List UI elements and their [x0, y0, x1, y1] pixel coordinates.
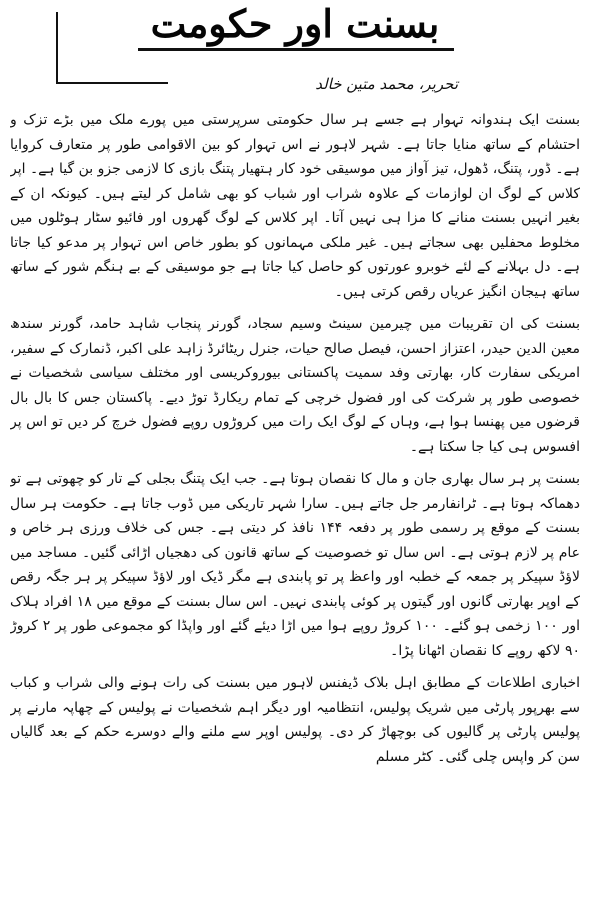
article-paragraph-2: بسنت کی ان تقریبات میں چیرمین سینٹ وسیم سجاد، گورنر پنجاب شاہد حامد، گورنر سندھ معین الدین حیدر، اعتزاز احسن، فیصل صالح حیات، جنرل ریٹائرڈ زاہد علی اکبر، ڈنمارک کے سفیر، امریکی سفارت کار، بھارتی وفد سمیت پاکستانی بیوروکریسی اور مختلف سیاسی شخصیات نے خصوصی طور پر شرکت کی اور فضول خرچی کے تمام ریکارڈ توڑ دیے۔ پاکستان جس کا بال بال قرضوں میں پھنسا ہوا ہے، وہاں کے لوگ ایک رات میں کروڑوں روپے فضول خرچ کر دیں تو اس پر افسوس ہی کیا جا سکتا ہے۔	[10, 316, 580, 455]
article-byline: تحریر، محمد متین خالد	[315, 75, 458, 93]
article-paragraph-4: اخباری اطلاعات کے مطابق اہل بلاک ڈیفنس لاہور میں بسنت کی رات ہونے والی شراب و کباب سے بھرپور پارٹی میں شریک پولیس، انتظامیہ اور دیگر اہم شخصیات نے پولیس کے چھاپہ مارنے پر پولیس پارٹی پر گالیوں کی بوچھاڑ کر دی۔ پولیس اوپر سے ملنے والے دوسرے حکم کے بعد گالیاں سن کر واپس چلی گئی۔ کٹر مسلم	[10, 675, 580, 765]
article-title: بسنت اور حکومت	[150, 1, 440, 46]
title-frame-vertical-rule	[56, 12, 58, 84]
article-header	[0, 0, 590, 108]
article-paragraph-3: بسنت پر ہر سال بھاری جان و مال کا نقصان ہوتا ہے۔ جب ایک پتنگ بجلی کے تار کو چھوتی ہے تو دھماکہ ہوتا ہے۔ ٹرانفارمر جل جاتے ہیں۔ سارا شہر تاریکی میں ڈوب جاتا ہے۔ حکومت ہر سال بسنت کے موقع پر رسمی طور پر دفعہ ۱۴۴ نافذ کر دیتی ہے۔ جس کی خلاف ورزی ہر خاص و عام پر لازم ہوتی ہے۔ اس سال تو خصوصیت کے ساتھ قانون کی دھجیاں اڑائی گئیں۔ مساجد میں لاؤڈ سپیکر پر جمعہ کے خطبہ اور واعظ پر تو پابندی ہے مگر ڈیک اور لاؤڈ سپیکر پر ہر جگہ رقص کے اوپر بھارتی گانوں اور گیتوں پر کوئی پابندی نہیں۔ اس سال بسنت کے موقع میں ۱۸ افراد ہلاک اور ۱۰۰ زخمی ہو گئے۔ ۱۰۰ کروڑ روپے ہوا میں اڑا دیئے گئے اور واپڈا کو مجموعی طور پر ۲ کروڑ ۹۰ لاکھ روپے کا نقصان اٹھانا پڑا۔	[10, 471, 580, 659]
article-body	[10, 108, 580, 900]
title-underline	[138, 48, 454, 51]
title-frame-horizontal-rule	[56, 82, 168, 84]
article-paragraph-1: بسنت ایک ہندوانہ تہوار ہے جسے ہر سال حکومتی سرپرستی میں پورے ملک میں بڑے تزک و احتشام کے ساتھ منایا جاتا ہے۔ شہر لاہور نے اس تہوار کو بین الاقوامی طور پر متعارف کروایا ہے۔ ڈور، پتنگ، ڈھول، تیز آواز میں موسیقی خود کار ہتھیار پتنگ بازی کا لازمی جزو بن گیا ہے۔ اپر کلاس کے لوگ ان لوازمات کے علاوہ شراب اور شباب کو بھی شامل کر لیتے ہیں۔ کیونکہ ان کے بغیر انہیں بسنت منانے کا مزا ہی نہیں آتا۔ اپر کلاس کے لوگ گھروں اور فائیو سٹار ہوٹلوں میں مخلوط محفلیں بھی سجاتے ہیں۔ غیر ملکی مہمانوں کو بطور خاص اس تہوار پر مدعو کیا جاتا ہے۔ دل بہلانے کے لئے خوبرو عورتوں کو حاصل کیا جاتا ہے جو موسیقی کے بے ہنگم شور کے ساتھ ساتھ ہیجان انگیز عریاں رقص کرتی ہیں۔	[10, 112, 580, 300]
